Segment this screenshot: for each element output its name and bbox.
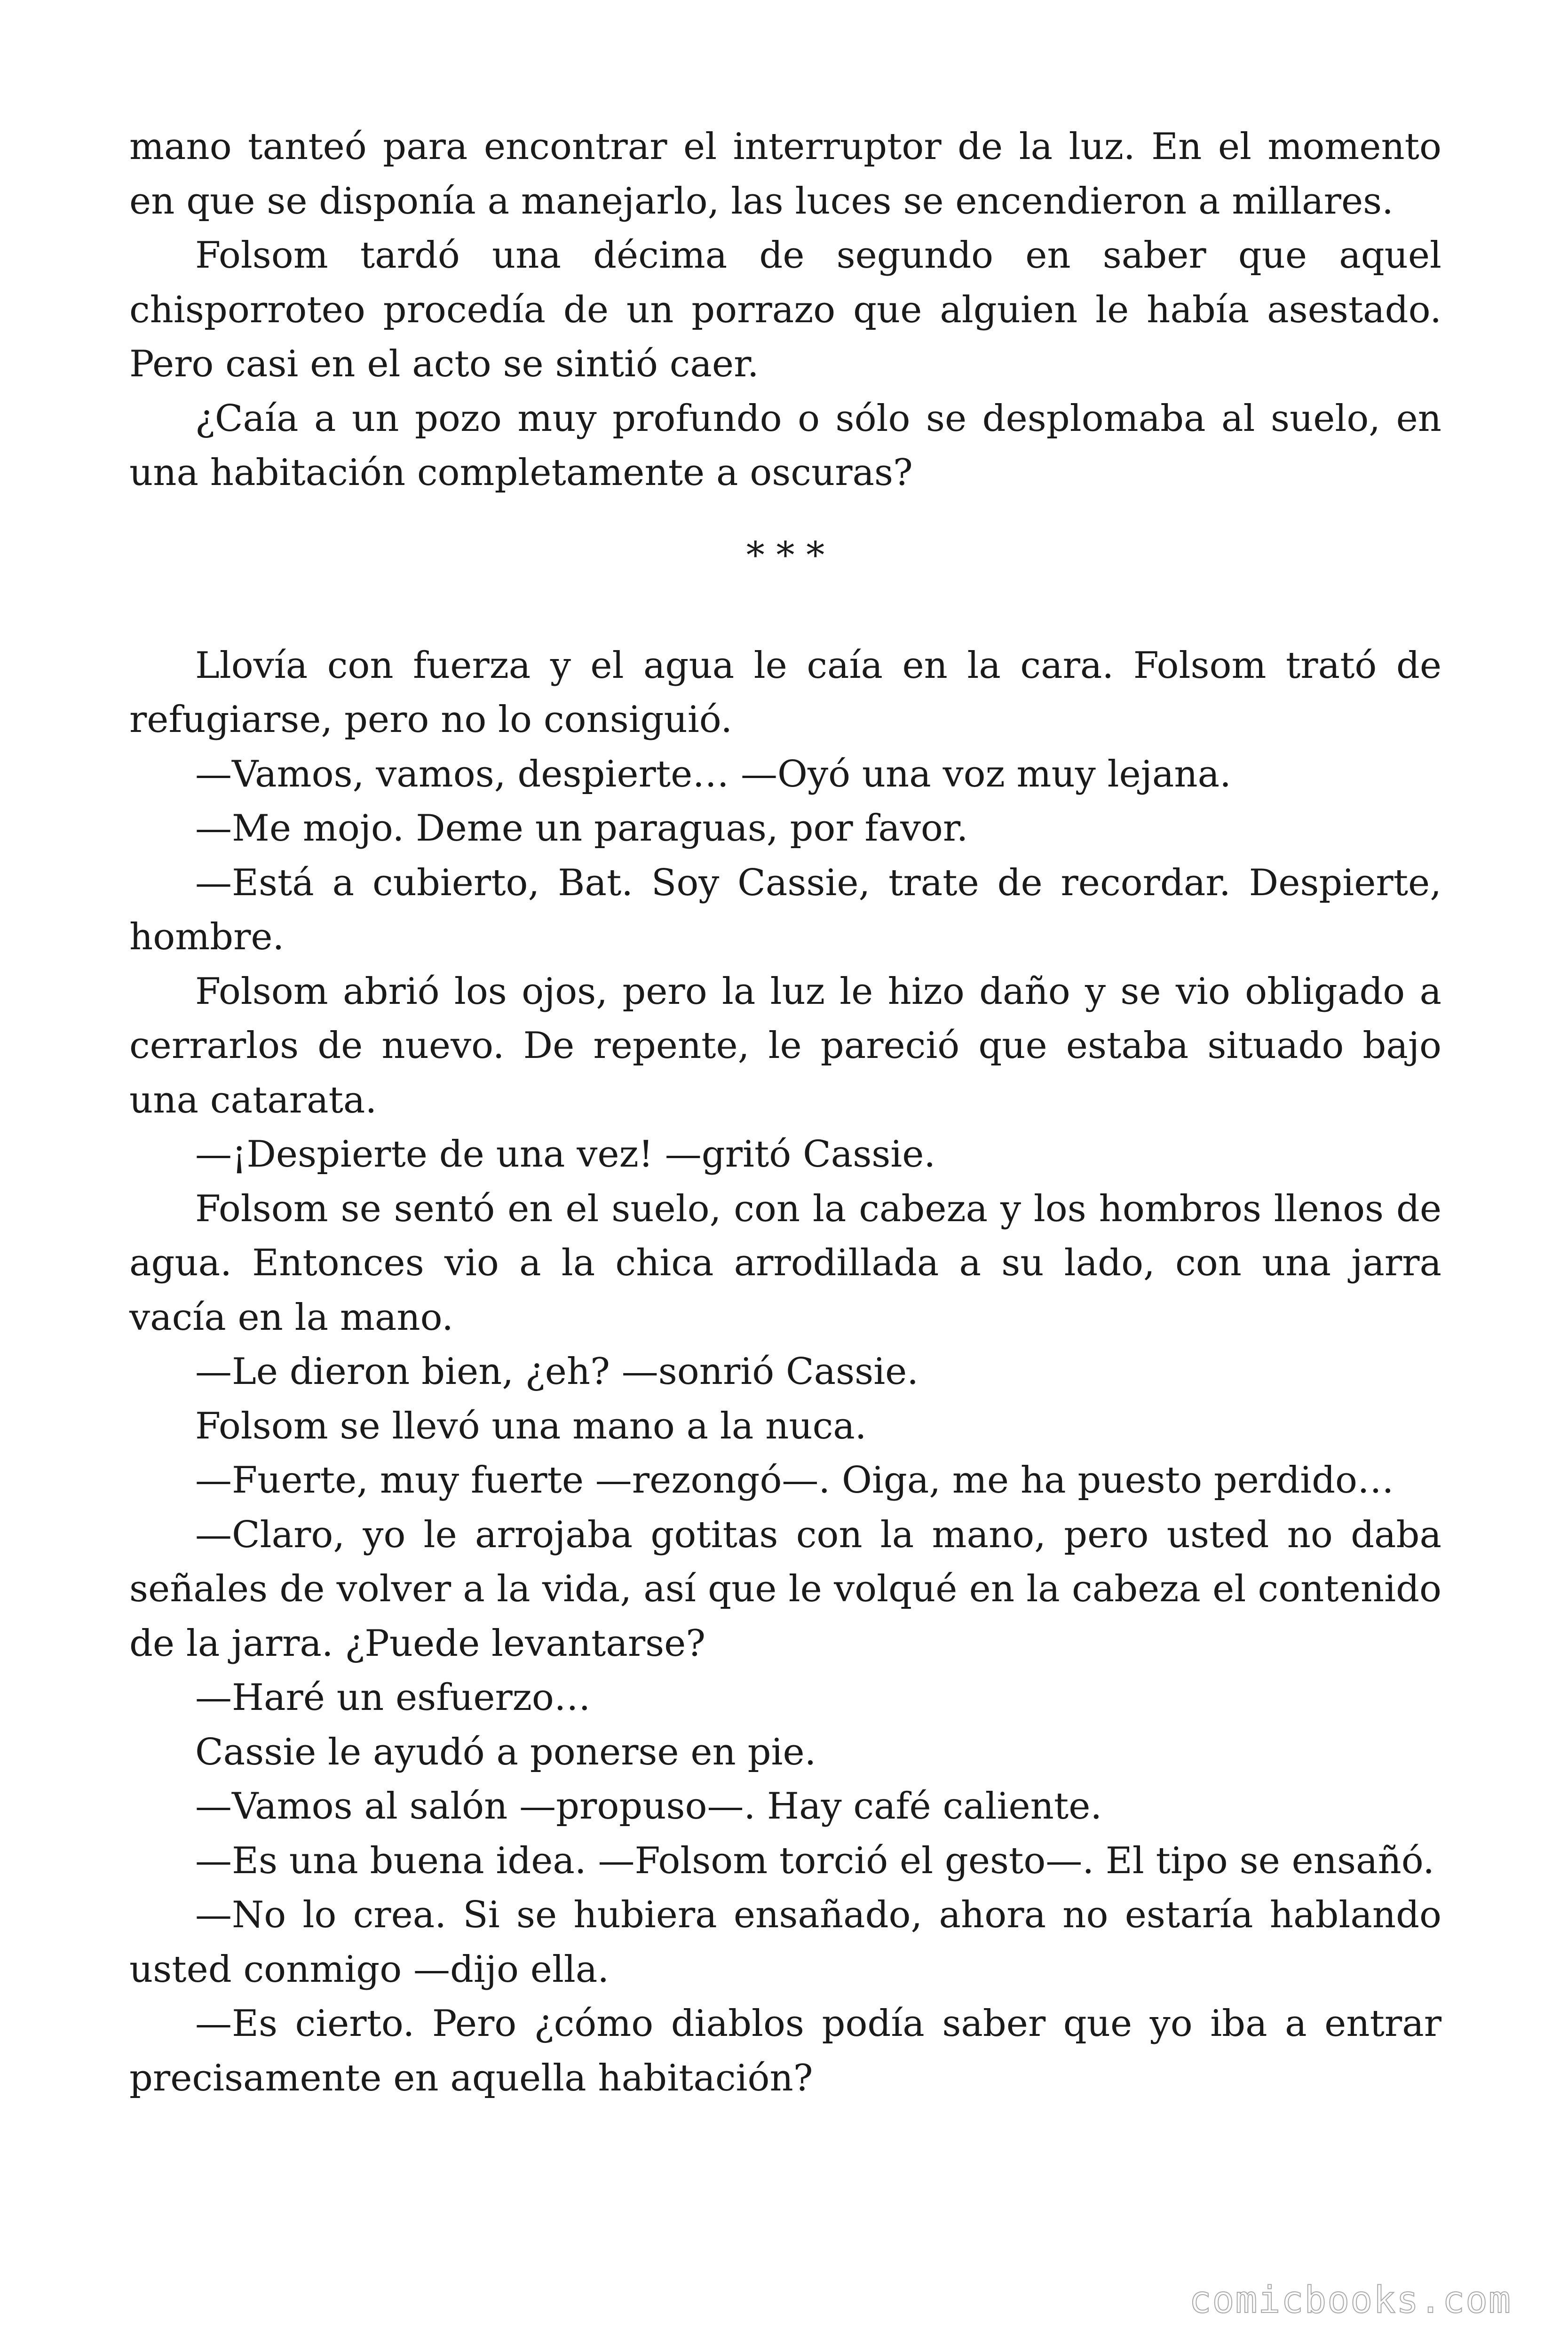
section-separator: * * * [746, 534, 825, 577]
paragraph: —Vamos al salón —propuso—. Hay café caliente. [195, 1785, 1102, 1828]
paragraph: —Vamos, vamos, despierte… —Oyó una voz muy lejana. [195, 753, 1231, 795]
paragraph: —Es cierto. Pero ¿cómo diablos podía saber que yo iba a entrar precisamente en aquella habitación? [129, 2002, 1441, 2099]
paragraph: —Fuerte, muy fuerte —rezongó—. Oiga, me ha puesto perdido… [195, 1459, 1394, 1502]
paragraph: —Está a cubierto, Bat. Soy Cassie, trate de recordar. Despierte, hombre. [129, 861, 1441, 958]
paragraph: —Claro, yo le arrojaba gotitas con la mano, pero usted no daba señales de volver a la vida, así que le volqué en la cabeza el contenido de la jarra. ¿Puede levantarse? [129, 1513, 1441, 1665]
text-block-top [129, 120, 1441, 501]
watermark: comicbooks.com [1189, 2279, 1512, 2321]
paragraph: —Haré un esfuerzo… [195, 1677, 591, 1719]
paragraph: —Le dieron bien, ¿eh? —sonrió Cassie. [195, 1351, 919, 1393]
paragraph: —Es una buena idea. —Folsom torció el gesto—. El tipo se ensañó. [195, 1839, 1435, 1882]
paragraph: —No lo crea. Si se hubiera ensañado, ahora no estaría hablando usted conmigo —dijo ella. [129, 1894, 1441, 1991]
text-block-bottom [129, 639, 1441, 2106]
paragraph: —¡Despierte de una vez! —gritó Cassie. [195, 1133, 936, 1176]
paragraph: Folsom se llevó una mano a la nuca. [195, 1405, 867, 1447]
paragraph: Folsom tardó una décima de segundo en saber que aquel chisporroteo procedía de un porrazo que alguien le había asestado. Pero casi en el acto se sintió caer. [129, 234, 1441, 385]
paragraph: Cassie le ayudó a ponerse en pie. [195, 1731, 816, 1773]
paragraph: Folsom abrió los ojos, pero la luz le hizo daño y se vio obligado a cerrarlos de nuevo. De repente, le pareció que estaba situado bajo una catarata. [129, 970, 1441, 1121]
paragraph: mano tanteó para encontrar el interruptor de la luz. En el momento en que se disponía a manejarlo, las luces se encendieron a millares. [129, 126, 1441, 222]
paragraph: ¿Caía a un pozo muy profundo o sólo se desplomaba al suelo, en una habitación completamente a oscuras? [129, 397, 1441, 494]
paragraph: Llovía con fuerza y el agua le caía en la cara. Folsom trató de refugiarse, pero no lo consiguió. [129, 644, 1441, 741]
paragraph: —Me mojo. Deme un paraguas, por favor. [195, 807, 968, 850]
book-page [129, 120, 1441, 2106]
paragraph: Folsom se sentó en el suelo, con la cabeza y los hombros llenos de agua. Entonces vio a la chica arrodillada a su lado, con una jarra vacía en la mano. [129, 1187, 1441, 1339]
